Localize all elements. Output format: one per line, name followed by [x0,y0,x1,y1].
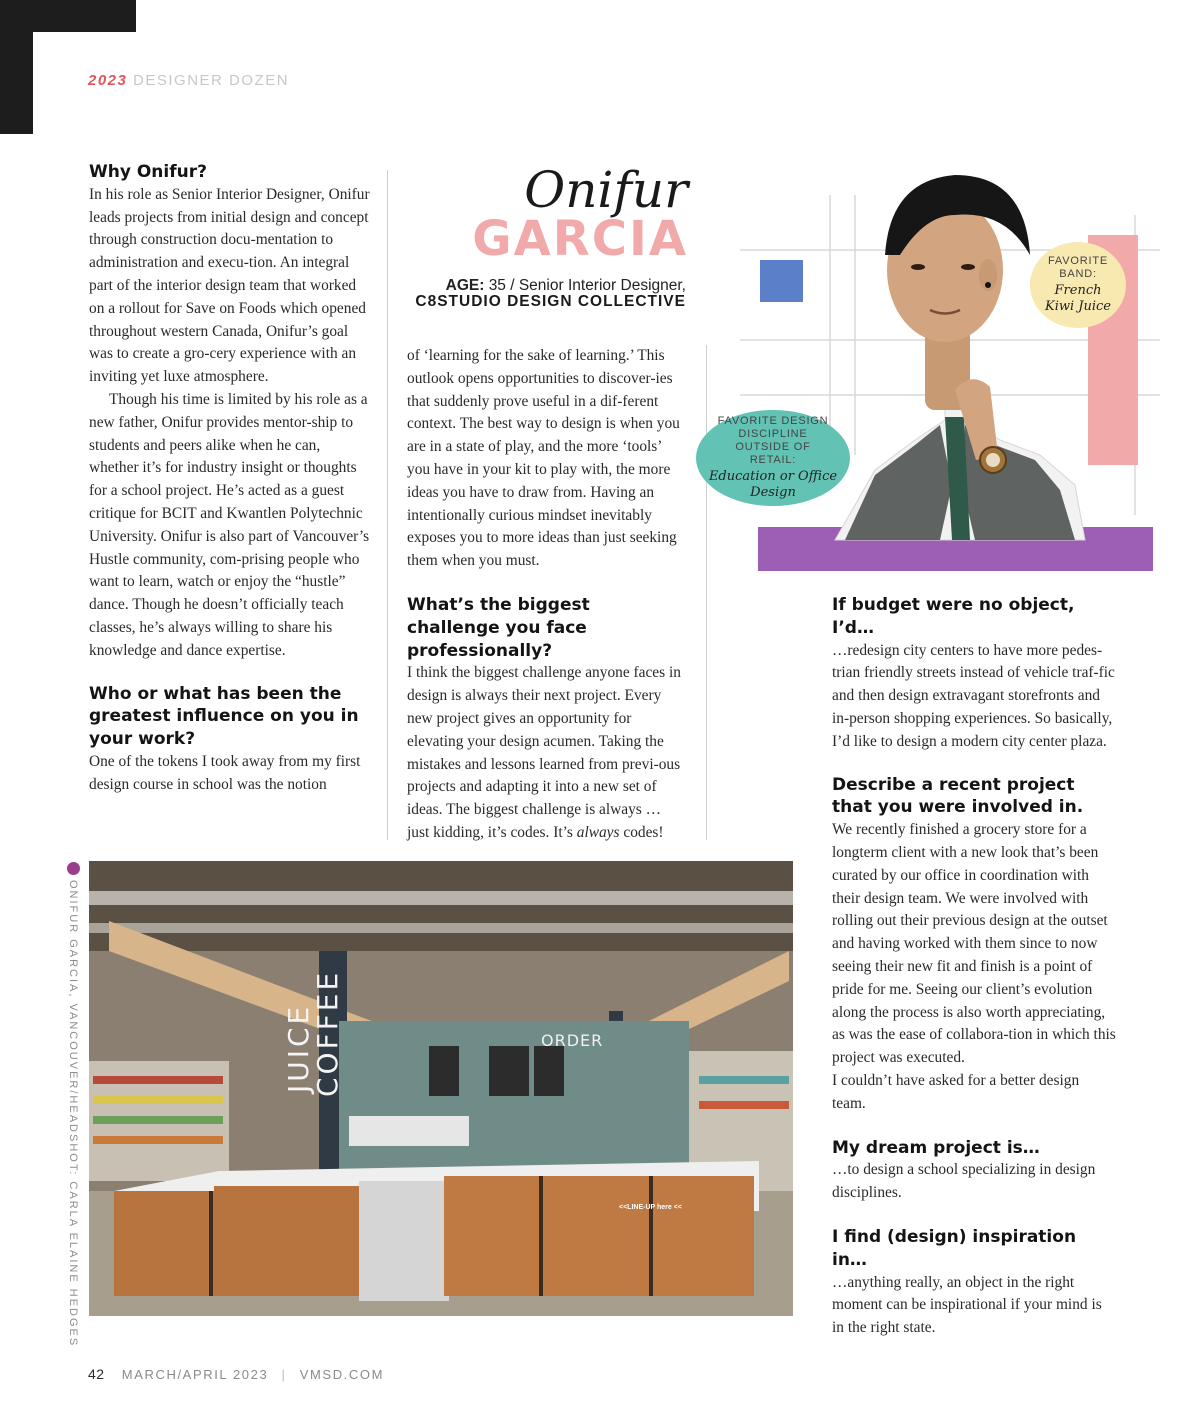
age-label: AGE: [445,277,485,294]
paragraph: In his role as Senior Interior Designer, Onifur leads projects from initial design and concept through construction docu-mentation to administration and execu-tion. An integral part of the interior design team that worked on a rollout for Save on Foods which opened throughout western Canada, Onifur’s goal was to create a gro-cery experience with an inviting yet luxe atmosphere. [89,185,370,386]
website: VMSD.COM [299,1367,385,1382]
heading-inspiration: I find (design) inspiration in… [832,1226,1077,1270]
heading-why-onifur: Why Onifur? [89,162,207,182]
paragraph-end: codes! [623,823,664,841]
first-name: Onifur [524,161,688,219]
heading-biggest-challenge: What’s the biggest challenge you face professionally? [407,594,590,661]
favorite-discipline-title: FAVORITE DESIGN DISCIPLINE OUTSIDE OF RETAIL: [717,415,829,466]
sign-order: ORDER [541,1031,604,1050]
column-rule-2 [706,345,707,840]
favorite-band-title: FAVORITE BAND: [1048,255,1108,280]
paragraph: One of the tokens I took away from my first design course in school was the notion [89,752,361,793]
favorite-discipline-value: Education or Office Design [708,469,838,500]
sign-coffee: COFFEE [311,969,344,1097]
paragraph: of ‘learning for the sake of learning.’ This outlook opens opportunities to discover-ies that suddenly prove useful in a dif-ferent context. The best way to design is when you are in a state of play, and the more ‘tools’ you have in your kit to play with, the more ideas you have to draw from. Having an intentionally curious mindset inevitably exposes you to more ideas than just seeking them when you must. [407,347,680,570]
heading-dream-project: My dream project is… [832,1137,1040,1158]
paragraph: …to design a school specializing in design disciplines. [832,1161,1096,1202]
store-photo [89,861,793,1316]
heading-greatest-influence: Who or what has been the greatest influence on you in your work? [89,683,359,750]
header-year: 2023 [88,72,128,89]
paragraph: We recently finished a grocery store for a longterm client with a new look that’s been curated by our office in coordination with their design team. We were involved with rolling out their previous design at the outset and having worked with them since to now seeing their new fit and finish is a point of pride for me. Seeing our client’s evolution along the process is also worth appreciating, as was the ease of collabora-tion in which this project was executed. [832,821,1116,1067]
column-2 [407,345,687,845]
firm-name: C8STUDIO DESIGN COLLECTIVE [415,293,686,310]
last-name: GARCIA [472,211,688,267]
favorite-band-bubble [1030,242,1126,328]
sign-juice: JUICE [282,1003,315,1093]
issue-date: MARCH/APRIL 2023 [121,1367,269,1382]
favorite-band-value: French Kiwi Juice [1045,283,1112,314]
paragraph: I couldn’t have asked for a better design team. [832,1071,1080,1112]
emphasis: always [576,823,620,841]
store-photo-illustration [89,861,793,1316]
age-value: 35 / Senior Interior Designer, [488,277,686,294]
footer-separator: | [281,1367,287,1382]
sign-lineup: <<LINE-UP here << [619,1204,682,1211]
camera-icon [67,862,80,875]
photo-credit-text: ONIFUR GARCIA, VANCOUVER/HEADSHOT: CARLA ELAINE HEDGES [67,880,79,1348]
paragraph: …anything really, an object in the right moment can be inspirational if your mind is in the right state. [832,1273,1102,1337]
photo-credit [60,862,82,1348]
paragraph: Though his time is limited by his role as a new father, Onifur provides mentor-ship to students and peers alike when he can, whether it’s for industry insight or thoughts for a school project. He’s acted as a guest critique for BCIT and Kwantlen Polytechnic University. Onifur is also part of Vancouver’s Hustle community, com-prising people who want to learn, watch or enjoy the “hustle” dance. Though he doesn’t officially teach classes, he’s always willing to share his knowledge and dance expertise. [89,390,370,659]
column-1 [89,161,371,797]
column-rule-1 [387,170,388,840]
footer [88,1366,384,1382]
favorite-discipline-bubble [696,410,850,506]
paragraph [407,662,687,844]
heading-budget: If budget were no object, I’d… [832,595,1075,638]
headshot-illustration [740,155,1160,575]
paragraph-text: I think the biggest challenge anyone faces in design is always their next project. Every new project gives an opportunity for elevating your design acumen. Taking the mistakes and lessons learned from previ-ous projects and adapting it into a new set of ideas. The biggest challenge is always … just kidding, it’s codes. It’s [407,664,681,841]
running-header [88,72,289,89]
corner-bar-left [0,0,33,134]
headshot-collage [740,155,1160,575]
page-number: 42 [88,1366,105,1382]
column-3 [832,594,1116,1340]
paragraph: …redesign city centers to have more pedes-trian friendly streets instead of vehicle traf-fic and then design extravagant storefronts and in-person shopping experiences. So basically, I’d like to design a modern city center plaza. [832,641,1115,750]
heading-recent-project: Describe a recent project that you were involved in. [832,774,1084,818]
header-section: DESIGNER DOZEN [133,72,290,89]
